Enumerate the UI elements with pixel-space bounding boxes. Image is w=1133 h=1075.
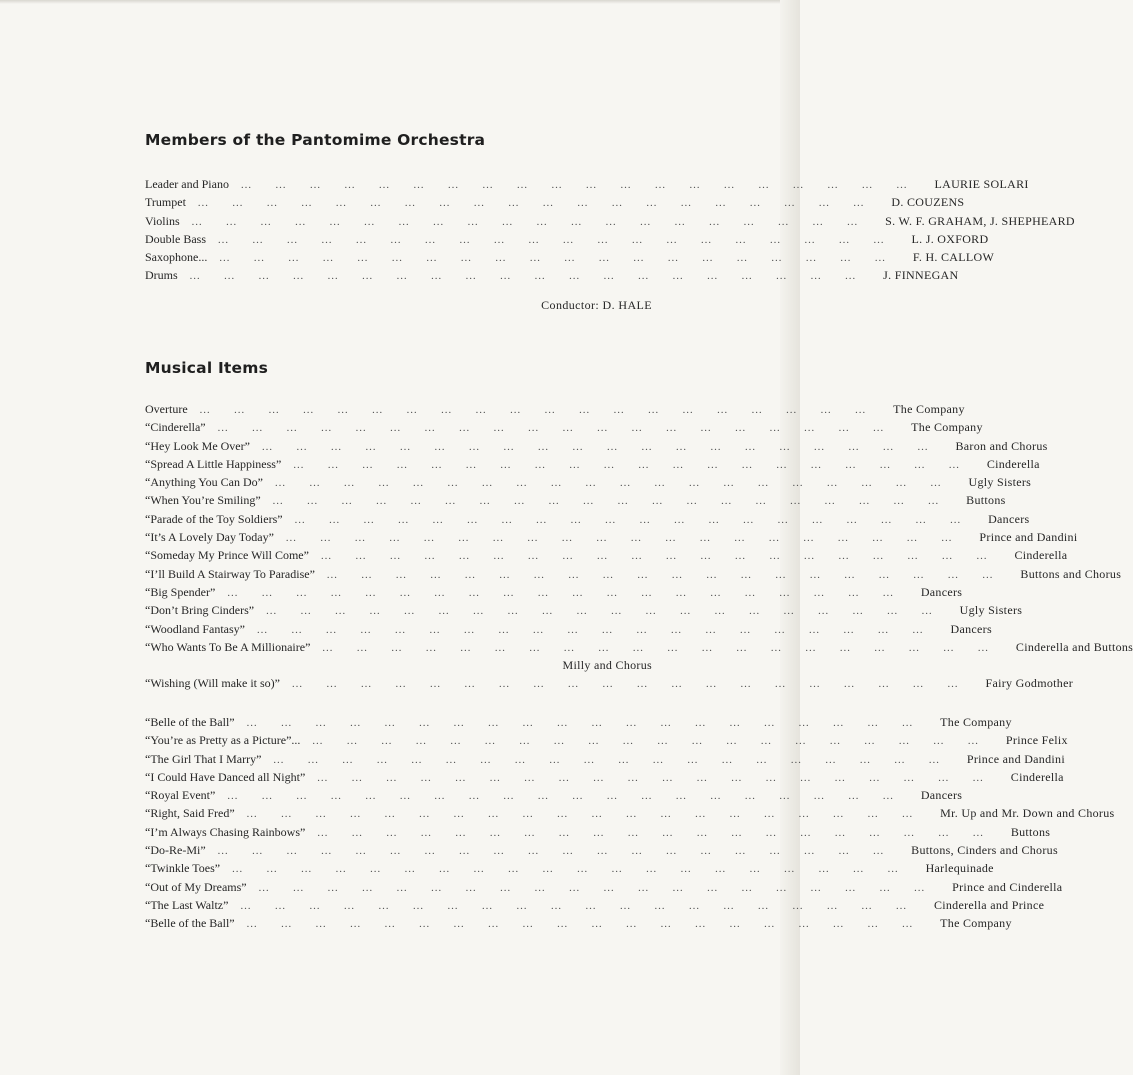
- member-role: Double Bass: [145, 231, 206, 246]
- performer: Cinderella and Prince: [933, 897, 1045, 912]
- dot-leader: … … … … … … … … … … … … … … … … … … … …: [238, 717, 937, 729]
- dot-leader: … … … … … … … … … … … … … … … … … … … …: [191, 404, 890, 416]
- musical-item-row: [145, 859, 994, 877]
- musical-item-row: [145, 914, 1012, 932]
- musical-item-row: [145, 455, 1040, 473]
- member-role: Trumpet: [145, 195, 186, 210]
- song-title: “The Girl That I Marry”: [145, 751, 262, 766]
- musical-item-row: [145, 823, 1051, 841]
- orchestra-member-row: [145, 212, 1075, 230]
- song-title: “Royal Event”: [145, 788, 216, 803]
- musical-item-row: [145, 620, 992, 638]
- dot-leader: … … … … … … … … … … … … … … … … … … … …: [183, 215, 882, 228]
- dot-leader: … … … … … … … … … … … … … … … … … … … …: [312, 550, 1011, 563]
- dot-leader: … … … … … … … … … … … … … … … … … … … …: [277, 532, 976, 545]
- musical-item-row: [145, 638, 1133, 656]
- dot-leader: … … … … … … … … … … … … … … … … … … … …: [189, 197, 888, 210]
- musical-item-row: [145, 418, 983, 436]
- performer: Fairy Godmother: [985, 676, 1073, 691]
- orchestra-member-row: [145, 248, 995, 266]
- conductor-credit: Conductor: D. HALE: [541, 298, 652, 312]
- musical-item-row: [145, 768, 1064, 786]
- dot-leader: … … … … … … … … … … … … … … … … … … … …: [304, 735, 1002, 748]
- member-name: LAURIE SOLARI: [934, 177, 1029, 191]
- dot-leader: … … … … … … … … … … … … … … … … … … … …: [219, 790, 917, 803]
- performer: Cinderella: [1010, 769, 1064, 784]
- dot-leader: … … … … … … … … … … … … … … … … … … … …: [284, 678, 982, 691]
- musical-item-row: [145, 731, 1068, 749]
- performer: Cinderella and Buttons: [1015, 639, 1133, 654]
- performer: Dancers: [920, 584, 963, 599]
- musical-items-heading: Musical Items: [145, 359, 269, 377]
- member-role: Leader and Piano: [145, 177, 229, 191]
- member-name: F. H. CALLOW: [912, 250, 995, 265]
- musical-item-row: [145, 713, 1012, 731]
- dot-leader: … … … … … … … … … … … … … … … … … … … …: [238, 918, 937, 931]
- dot-leader: … … … … … … … … … … … … … … … … … … … …: [224, 863, 922, 876]
- orchestra-member-row: [145, 175, 1029, 193]
- song-title: “Anything You Can Do”: [145, 475, 264, 490]
- member-name: S. W. F. GRAHAM, J. SHEPHEARD: [885, 213, 1075, 228]
- performer: Ugly Sisters: [959, 603, 1023, 618]
- song-title: “Woodland Fantasy”: [145, 621, 246, 636]
- orchestra-heading: Members of the Pantomime Orchestra: [145, 131, 486, 149]
- dot-leader: … … … … … … … … … … … … … … … … … … … …: [286, 513, 985, 526]
- dot-leader: … … … … … … … … … … … … … … … … … … … …: [250, 881, 949, 894]
- performer: Prince and Cinderella: [952, 879, 1063, 894]
- song-title: “Twinkle Toes”: [145, 861, 221, 876]
- musical-item-row: [145, 804, 1115, 822]
- musical-items-list-part1: [145, 400, 1133, 693]
- musical-item-row: [145, 674, 1073, 692]
- performer: Dancers: [988, 511, 1030, 526]
- performer: Buttons: [1010, 824, 1051, 839]
- performer: Prince Felix: [1005, 733, 1068, 748]
- dot-leader: … … … … … … … … … … … … … … … … … … … …: [238, 808, 937, 821]
- musical-item-row: [145, 510, 1030, 528]
- orchestra-member-row: [145, 230, 989, 248]
- musical-item-row: [145, 841, 1058, 859]
- performer: Ugly Sisters: [968, 475, 1032, 490]
- musical-item-row: [145, 601, 1023, 619]
- dot-leader: … … … … … … … … … … … … … … … … … … … …: [232, 899, 930, 912]
- song-title: “Hey Look Me Over”: [145, 438, 250, 453]
- performer: Harlequinade: [925, 861, 994, 876]
- song-title: “I Could Have Danced all Night”: [145, 769, 306, 784]
- song-title: “When You’re Smiling”: [145, 493, 261, 508]
- song-title: “It’s A Lovely Day Today”: [145, 530, 274, 545]
- performer: Prince and Dandini: [979, 530, 1078, 545]
- song-title: “Someday My Prince Will Come”: [145, 548, 309, 563]
- song-title: “Cinderella”: [145, 420, 206, 435]
- performer-continuation: Milly and Chorus: [562, 658, 652, 673]
- song-title: “I’ll Build A Stairway To Paradise”: [145, 566, 315, 581]
- dot-leader: … … … … … … … … … … … … … … … … … … … …: [309, 826, 1007, 839]
- performer: Baron and Chorus: [955, 438, 1048, 453]
- dot-leader: … … … … … … … … … … … … … … … … … … … …: [285, 458, 983, 471]
- member-name: J. FINNEGAN: [883, 268, 959, 283]
- dot-leader: … … … … … … … … … … … … … … … … … … … …: [209, 845, 908, 858]
- performer: Prince and Dandini: [966, 751, 1065, 766]
- performer: Buttons and Chorus: [1020, 566, 1122, 581]
- performer: Dancers: [920, 788, 963, 803]
- performer: Buttons, Cinders and Chorus: [911, 843, 1058, 858]
- musical-item-row: [145, 565, 1122, 583]
- song-title: “You’re as Pretty as a Picture”...: [145, 733, 301, 748]
- dot-leader: … … … … … … … … … … … … … … … … … … … …: [209, 422, 908, 435]
- orchestra-member-row: [145, 266, 959, 284]
- orchestra-member-row: [145, 193, 965, 211]
- musical-item-row: [145, 437, 1048, 455]
- song-title: “Right, Said Fred”: [145, 806, 235, 821]
- musical-item-row: [145, 491, 1006, 509]
- dot-leader: … … … … … … … … … … … … … … … … … … … …: [267, 477, 965, 490]
- song-title: “Belle of the Ball”: [145, 916, 235, 931]
- performer: Cinderella: [986, 456, 1040, 471]
- member-name: D. COUZENS: [891, 195, 965, 210]
- song-title: “Parade of the Toy Soldiers”: [145, 511, 283, 526]
- song-title: “Spread A Little Happiness”: [145, 456, 282, 471]
- orchestra-list: [145, 175, 1075, 285]
- musical-item-row: [145, 528, 1078, 546]
- performer: The Company: [940, 715, 1012, 729]
- dot-leader: … … … … … … … … … … … … … … … … … … … …: [314, 641, 1012, 654]
- song-title: “Who Wants To Be A Millionaire”: [145, 639, 311, 654]
- musical-item-row: [145, 546, 1068, 564]
- member-name: L. J. OXFORD: [911, 231, 989, 246]
- member-role: Drums: [145, 268, 178, 283]
- dot-leader: … … … … … … … … … … … … … … … … … … … …: [253, 440, 952, 453]
- dot-leader: … … … … … … … … … … … … … … … … … … … …: [318, 568, 1017, 581]
- performer: Dancers: [950, 621, 992, 636]
- song-title: “Don’t Bring Cinders”: [145, 603, 255, 618]
- performer: Cinderella: [1014, 548, 1068, 563]
- dot-leader: … … … … … … … … … … … … … … … … … … … …: [232, 179, 931, 191]
- musical-item-row: [145, 473, 1032, 491]
- song-title: “Out of My Dreams”: [145, 879, 247, 894]
- song-title: “Belle of the Ball”: [145, 715, 235, 729]
- dot-leader: … … … … … … … … … … … … … … … … … … … …: [181, 270, 880, 283]
- performer: The Company: [911, 420, 983, 435]
- musical-item-row: [145, 583, 963, 601]
- song-title: “I’m Always Chasing Rainbows”: [145, 824, 306, 839]
- song-title: Overture: [145, 402, 188, 416]
- song-title: “Do-Re-Mi”: [145, 843, 206, 858]
- page-top-edge: [0, 0, 800, 4]
- dot-leader: … … … … … … … … … … … … … … … … … … … …: [211, 252, 909, 265]
- musical-items-list-part2: [145, 713, 1115, 933]
- dot-leader: … … … … … … … … … … … … … … … … … … … …: [258, 605, 956, 618]
- song-title: “Wishing (Will make it so)”: [145, 676, 280, 691]
- member-role: Violins: [145, 213, 180, 228]
- dot-leader: … … … … … … … … … … … … … … … … … … … …: [210, 233, 908, 246]
- musical-item-row: [145, 896, 1045, 914]
- performer: The Company: [893, 402, 965, 416]
- song-title: “Big Spender”: [145, 584, 216, 599]
- musical-item-row: [145, 878, 1063, 896]
- musical-item-row: [145, 400, 965, 418]
- musical-item-row: [145, 786, 963, 804]
- performer-continuation-row: [145, 656, 652, 674]
- musical-item-row: [145, 750, 1065, 768]
- dot-leader: … … … … … … … … … … … … … … … … … … … …: [309, 771, 1007, 784]
- performer: Mr. Up and Mr. Down and Chorus: [940, 806, 1115, 821]
- dot-leader: … … … … … … … … … … … … … … … … … … … …: [265, 753, 963, 766]
- performer: Buttons: [966, 493, 1006, 508]
- performer: The Company: [940, 916, 1012, 931]
- song-title: “The Last Waltz”: [145, 897, 229, 912]
- dot-leader: … … … … … … … … … … … … … … … … … … … …: [219, 586, 917, 599]
- dot-leader: … … … … … … … … … … … … … … … … … … … …: [264, 495, 963, 508]
- member-role: Saxophone...: [145, 250, 208, 265]
- dot-leader: … … … … … … … … … … … … … … … … … … … …: [249, 623, 947, 636]
